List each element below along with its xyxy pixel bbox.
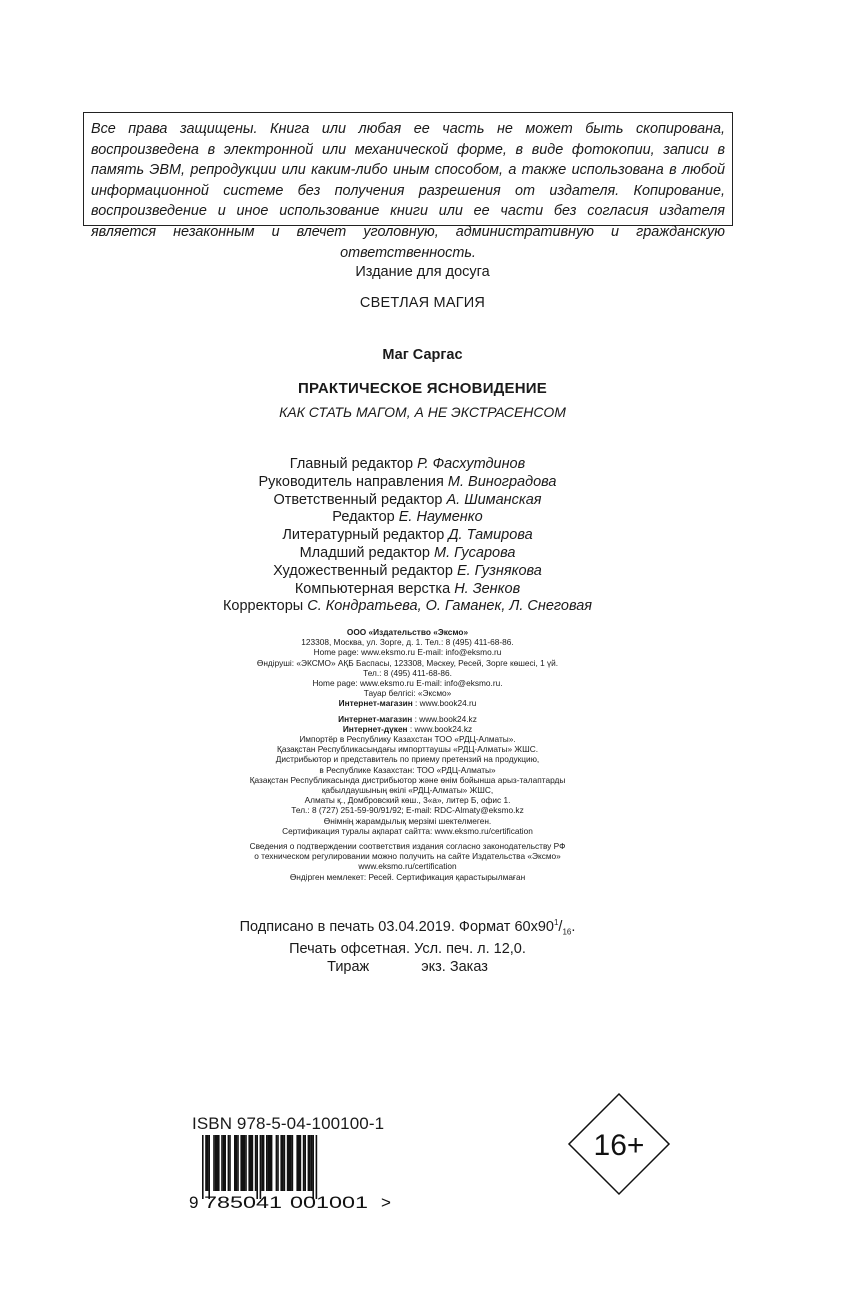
barcode-bar: [268, 1135, 273, 1191]
credit-line: Младший редактор М. Гусарова: [299, 544, 516, 561]
barcode-bar: [311, 1135, 313, 1191]
isbn-number: ISBN 978-5-04-100100-1: [192, 1114, 385, 1133]
age-rating-badge: [568, 1093, 670, 1195]
barcode-right-digits: 001001: [290, 1193, 368, 1212]
cert-line: о техническом регулировании можно получить на сайте Издательства «Эксмо»: [254, 851, 561, 862]
barcode-bar: [248, 1135, 250, 1191]
importer-line: Импортёр в Республику Казахстан ТОО «РДЦ-Алматы».: [299, 734, 516, 745]
shop-ru: Интернет-магазин : www.book24.ru: [338, 698, 477, 709]
credit-line: Редактор Е. Науменко: [332, 509, 483, 526]
publisher-name: ООО «Издательство «Эксмо»: [346, 627, 469, 637]
barcode-bar: [202, 1135, 204, 1199]
credit-line: Руководитель направления М. Виноградова: [258, 473, 557, 490]
credits-list: [0, 456, 815, 616]
print-line: Печать офсетная. Усл. печ. л. 12,0.: [289, 941, 526, 958]
barcode-bar: [266, 1135, 268, 1191]
barcode-bar: [234, 1135, 237, 1191]
book-title: ПРАКТИЧЕСКОЕ ЯСНОВИДЕНИЕ: [298, 380, 547, 397]
barcode-bar: [316, 1135, 318, 1199]
barcode-left-digits: 785041: [204, 1193, 282, 1212]
barcode-bar: [260, 1135, 262, 1199]
barcode-bar: [208, 1135, 210, 1199]
barcode-bar: [276, 1135, 278, 1191]
importer-line: Қазақстан Республикасындағы импорттаушы «РДЦ-Алматы» ЖШС.: [277, 744, 538, 755]
author-name: Маг Саргас: [382, 347, 463, 363]
credit-line: Компьютерная верстка Н. Зенков: [294, 580, 521, 597]
publisher-info: [0, 627, 815, 882]
barcode-bar: [213, 1135, 215, 1191]
barcode: [190, 1135, 395, 1210]
print-info: [0, 914, 815, 976]
barcode-bar: [284, 1135, 286, 1191]
credit-line: Ответственный редактор А. Шиманская: [273, 491, 542, 508]
barcode-bar: [256, 1135, 258, 1199]
barcode-bar: [312, 1135, 314, 1199]
credit-line: Главный редактор Р. Фасхутдинов: [289, 456, 526, 472]
run-line: Тираж экз. Заказ: [327, 958, 488, 975]
barcode-bar: [228, 1135, 230, 1191]
publisher-tel-kz: Тел.: 8 (495) 411-68-86.: [363, 667, 452, 678]
publisher-contacts: Home page: www.eksmo.ru E-mail: info@eksmo.ru: [313, 647, 502, 658]
signed-line: Подписано в печать 03.04.2019. Формат $60x90^1/_{16}$.: [239, 918, 576, 937]
credit-line: Художественный редактор Е. Гузнякова: [273, 562, 542, 579]
barcode-bar: [250, 1135, 253, 1191]
barcode-bar: [308, 1135, 311, 1191]
barcode-bar: [298, 1135, 301, 1191]
importer-line: Дистрибьютор и представитель по приему претензий на продукцию,: [275, 754, 540, 765]
barcode-bar: [280, 1135, 283, 1191]
shop-kz: Интернет-магазин : www.book24.kz: [338, 713, 477, 724]
barcode-bar: [303, 1135, 305, 1191]
trademark: Тауар белгісі: «Эксмо»: [363, 688, 452, 699]
cert-line: www.eksmo.ru/certification: [358, 861, 457, 872]
shop-kz-dukan: Интернет-дүкен : www.book24.kz: [342, 723, 473, 734]
importer-line: в Республике Казахстан: ТОО «РДЦ-Алматы»: [319, 764, 496, 775]
manufacturer-kz: Өндіруші: «ЭКСМО» АҚБ Баспасы, 123308, Мәскеу, Ресей, Зорге көшесі, 1 үй.: [256, 657, 559, 668]
importer-line: Өнімнің жарамдылық мерзімі шектелмеген.: [323, 815, 492, 826]
publisher-contacts-kz: Home page: www.eksmo.ru E-mail: info@eksmo.ru.: [312, 678, 503, 689]
importer-line: қабылдаушының өкілі «РДЦ-Алматы» ЖШС,: [321, 785, 494, 796]
importer-line: Сертификация туралы ақпарат сайтта: www.eksmo.ru/certification: [282, 825, 533, 836]
cert-line: Сведения о подтверждении соответствия издания согласно законодательству РФ: [249, 841, 566, 852]
barcode-bar: [261, 1135, 264, 1191]
barcode-bar: [245, 1135, 247, 1191]
credit-line: Литературный редактор Д. Тамирова: [282, 527, 533, 544]
credit-line: Корректоры С. Кондратьева, О. Гаманек, Л. Снеговая: [222, 598, 593, 615]
barcode-bar: [237, 1135, 239, 1191]
barcode-bar: [229, 1135, 231, 1191]
copyright-notice: [83, 112, 733, 261]
importer-line: Алматы қ., Домбровский көш., 3«а», литер Б, офис 1.: [304, 795, 511, 806]
barcode-bar: [215, 1135, 220, 1191]
barcode-bar: [223, 1135, 226, 1191]
book-subtitle: КАК СТАТЬ МАГОМ, А НЕ ЭКСТРАСЕНСОМ: [279, 404, 566, 420]
barcode-bar: [240, 1135, 245, 1191]
importer-line: Тел.: 8 (727) 251-59-90/91/92; E-mail: RDC-Almaty@eksmo.kz: [291, 805, 524, 816]
barcode-bar: [292, 1135, 294, 1191]
importer-line: Қазақстан Республикасында дистрибьютор және өнім бойынша арыз-талаптарды: [249, 774, 566, 785]
barcode-bar: [205, 1135, 208, 1191]
barcode-bar: [277, 1135, 279, 1191]
barcode-bar: [304, 1135, 306, 1191]
copyright-text: Все права защищены. Книга или любая ее часть не может быть скопирована, воспроизведена в электронной или механической форме, в виде фотокопии, записи в память ЭВМ, репродукции или каким-либо иным способом, а также использована в любой информационной системе без получения разрешения от издателя. Копирование, воспроизведение и иное использование книги или ее части без согласия издателя является незаконным и влечет уголовную, административную и гражданскую ответственность.: [91, 121, 725, 261]
age-rating-text: 16+: [593, 1129, 645, 1162]
barcode-bar: [296, 1135, 298, 1191]
publisher-address: 123308, Москва, ул. Зорге, д. 1. Тел.: 8 (495) 411-68-86.: [301, 637, 514, 648]
barcode-first-digit: 9: [189, 1193, 199, 1212]
series-type: Издание для досуга: [355, 264, 490, 280]
barcode-bar: [287, 1135, 292, 1191]
series-name: СВЕТЛАЯ МАГИЯ: [359, 295, 486, 311]
cert-line: Өндірген мемлекет: Ресей. Сертификация қарастырылмаған: [289, 871, 526, 882]
barcode-bar: [255, 1135, 257, 1191]
barcode-bar: [221, 1135, 223, 1191]
barcode-arrow: >: [381, 1193, 391, 1212]
